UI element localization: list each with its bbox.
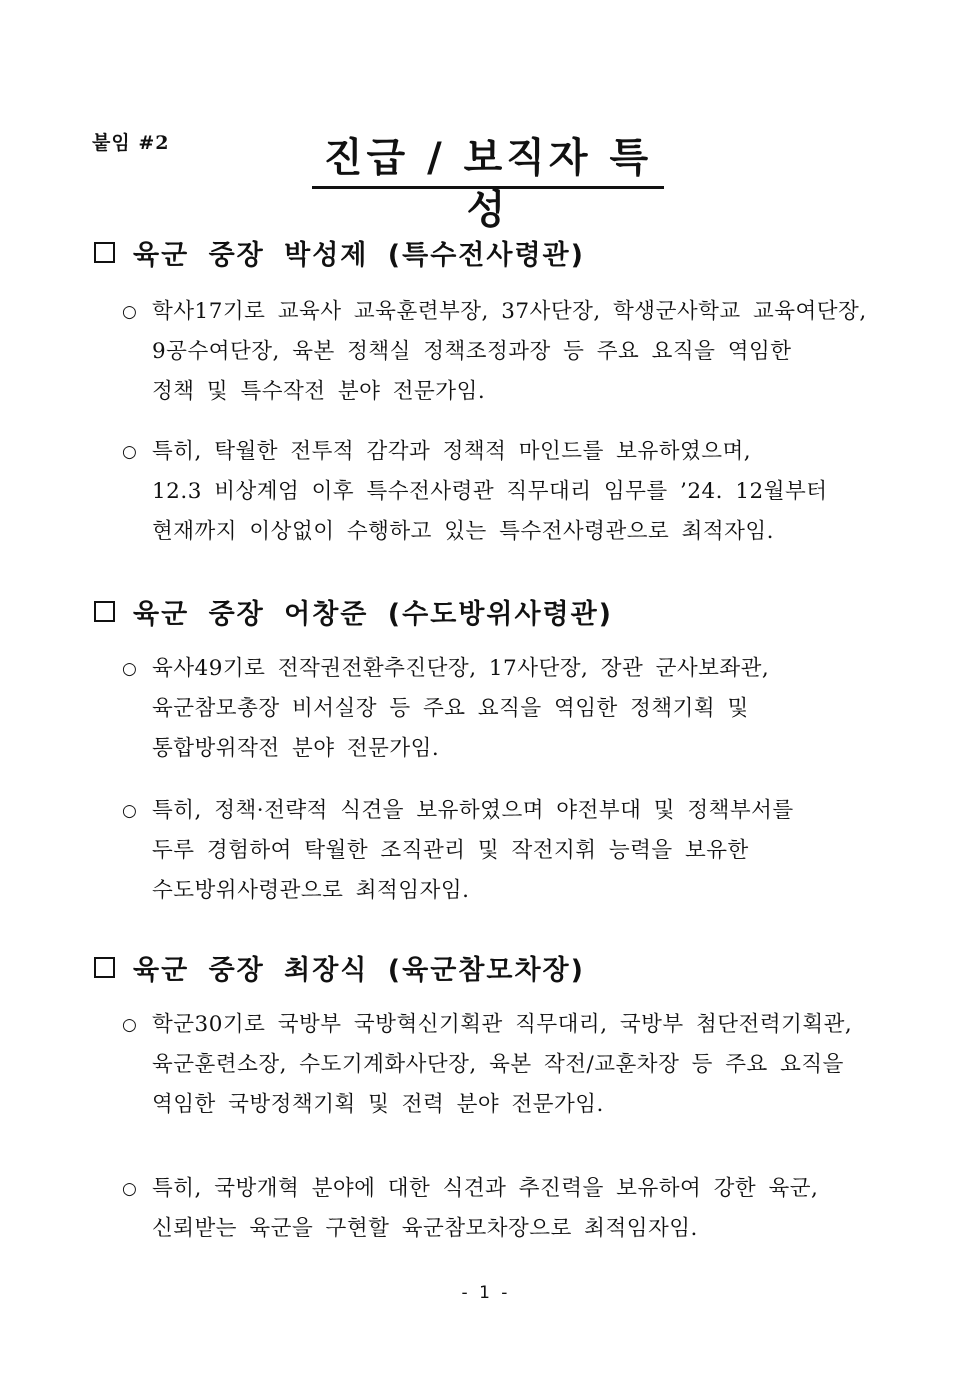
section-heading [94, 947, 894, 987]
checkbox-square-icon [94, 601, 115, 622]
bullet-line: 특히, 국방개혁 분야에 대한 식견과 추진력을 보유하여 강한 육군, [152, 1176, 819, 1201]
section-choi-jangsik [94, 947, 894, 1241]
bullet-line: 학사17기로 교육사 교육훈련부장, 37사단장, 학생군사학교 교육여단장, [152, 299, 867, 324]
bullet-line: 특히, 탁월한 전투적 감각과 정책적 마인드를 보유하였으며, [152, 439, 752, 464]
circle-bullet-icon: ○ [122, 442, 137, 462]
section-heading-text: 육군 중장 박성제 (특수전사령관) [133, 239, 585, 271]
bullet-text [152, 1169, 892, 1249]
circle-bullet-icon: ○ [122, 659, 137, 679]
attachment-label: 붙임 #2 [92, 132, 170, 154]
circle-bullet-icon: ○ [122, 302, 137, 322]
circle-bullet-icon: ○ [122, 1179, 137, 1199]
bullet-text [152, 432, 892, 552]
bullet-line: 정책 및 특수작전 분야 전문가임. [152, 379, 486, 404]
title-underline [312, 186, 664, 189]
section-heading [94, 591, 894, 631]
bullet-text [152, 649, 892, 769]
page-number: - 1 - [461, 1283, 511, 1303]
bullet-line: 9공수여단장, 육본 정책실 정책조정과장 등 주요 요직을 역임한 [152, 339, 792, 364]
section-park-seongje [94, 232, 894, 544]
bullet-line: 역임한 국방정책기획 및 전력 분야 전문가임. [152, 1092, 604, 1117]
bullet-line: 육군훈련소장, 수도기계화사단장, 육본 작전/교훈차장 등 주요 요직을 [152, 1052, 844, 1077]
checkbox-square-icon [94, 957, 115, 978]
section-heading-text: 육군 중장 최장식 (육군참모차장) [133, 954, 585, 986]
bullet-text [152, 292, 892, 412]
bullet-text [152, 791, 892, 911]
bullet-line: 신뢰받는 육군을 구현할 육군참모차장으로 최적임자임. [152, 1216, 698, 1241]
section-heading-text: 육군 중장 어창준 (수도방위사령관) [133, 598, 614, 630]
bullet-line: 수도방위사령관으로 최적임자임. [152, 878, 470, 903]
bullet-line: 특히, 정책·전략적 식견을 보유하였으며 야전부대 및 정책부서를 [152, 798, 794, 823]
checkbox-square-icon [94, 242, 115, 263]
section-heading [94, 232, 894, 272]
bullet-line: 학군30기로 국방부 국방혁신기획관 직무대리, 국방부 첨단전력기획관, [152, 1012, 853, 1037]
bullet-text [152, 1005, 892, 1125]
section-eo-changjun [94, 591, 894, 903]
circle-bullet-icon: ○ [122, 801, 137, 821]
bullet-line: 현재까지 이상없이 수행하고 있는 특수전사령관으로 최적자임. [152, 519, 775, 544]
bullet-line: 통합방위작전 분야 전문가임. [152, 736, 440, 761]
bullet-line: 두루 경험하여 탁월한 조직관리 및 작전지휘 능력을 보유한 [152, 838, 749, 863]
document-title: 진급 / 보직자 특성 [323, 135, 653, 233]
bullet-line: 육사49기로 전작권전환추진단장, 17사단장, 장관 군사보좌관, [152, 656, 770, 681]
bullet-line: 12.3 비상계엄 이후 특수전사령관 직무대리 임무를 ’24. 12월부터 [152, 479, 828, 504]
bullet-line: 육군참모총장 비서실장 등 주요 요직을 역임한 정책기획 및 [152, 696, 749, 721]
circle-bullet-icon: ○ [122, 1015, 137, 1035]
